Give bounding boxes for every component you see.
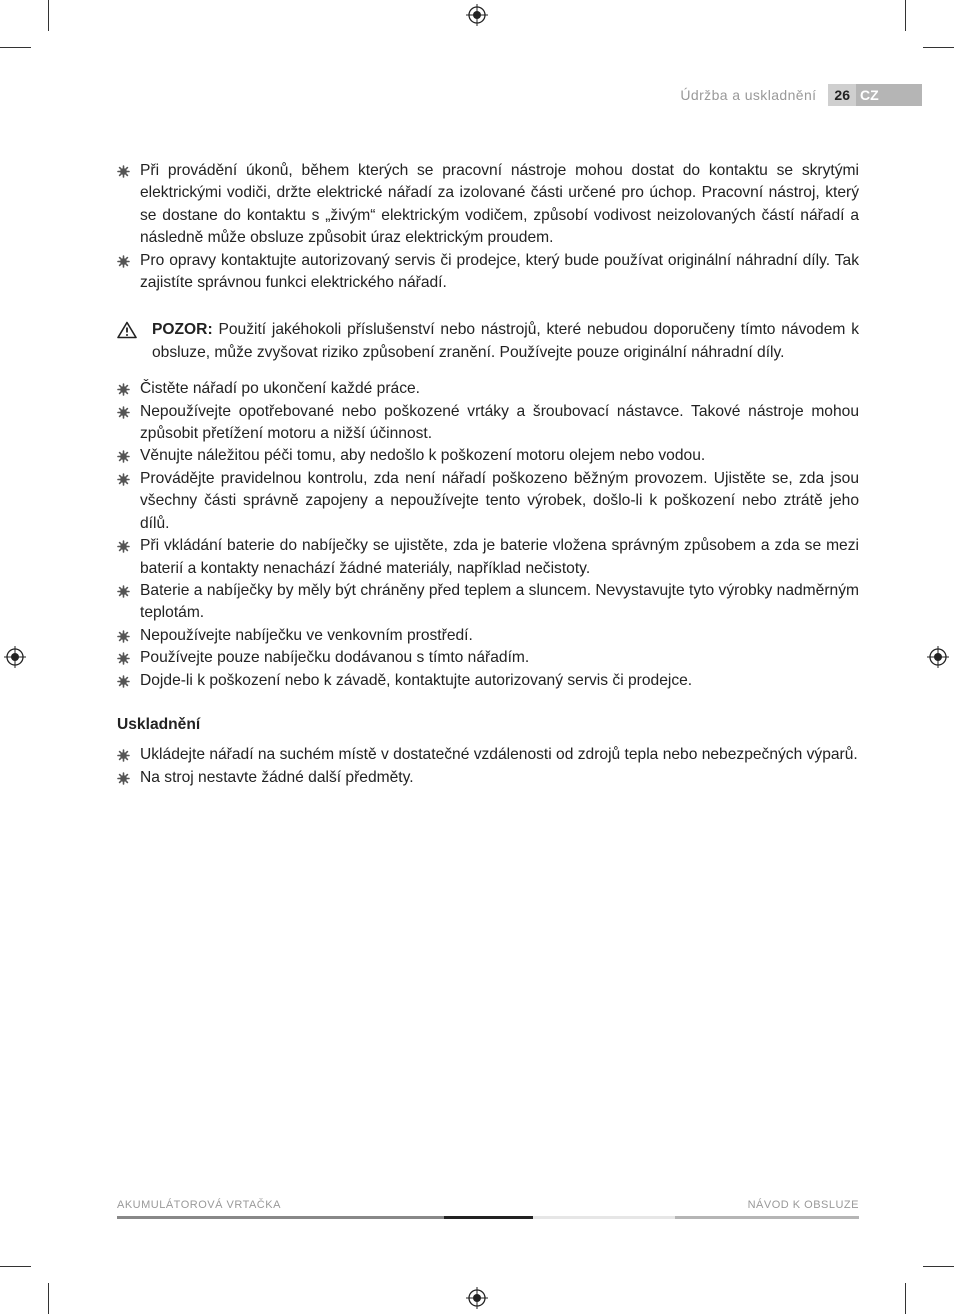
list-item bbox=[117, 625, 859, 647]
crop-mark bbox=[0, 1266, 31, 1267]
list-item bbox=[117, 378, 859, 400]
list-item-text: Provádějte pravidelnou kontrolu, zda není nářadí poškozeno běžným provozem. Ujistěte se, zda jsou všechny části správně zapojeny a nepoužívejte tento výrobek, došlo-li k poškození nebo ztrátě jeho dílů. bbox=[140, 469, 859, 532]
list-item-text: Nepoužívejte nabíječku ve venkovním prostředí. bbox=[140, 626, 473, 644]
bullet-icon bbox=[117, 165, 130, 178]
footer-bar-segment bbox=[117, 1216, 444, 1219]
footer-manual-label: NÁVOD K OBSLUZE bbox=[747, 1199, 859, 1211]
warning-triangle-icon bbox=[117, 321, 137, 339]
language-badge: CZ bbox=[856, 84, 922, 106]
list-item-text: Čistěte nářadí po ukončení každé práce. bbox=[140, 380, 420, 398]
list-item-text: Nepoužívejte opotřebované nebo poškozené vrtáky a šroubovací nástavce. Takové nástroje mohou způsobit přetížení motoru a nižší účinnost. bbox=[140, 402, 859, 443]
list-item-text: Na stroj nestavte žádné další předměty. bbox=[140, 768, 414, 786]
list-item bbox=[117, 580, 859, 625]
bullet-icon bbox=[117, 675, 130, 688]
list-item-text: Věnujte náležitou péči tomu, aby nedošlo k poškození motoru olejem nebo vodou. bbox=[140, 447, 706, 465]
list-item bbox=[117, 670, 859, 692]
list-item-text: Při vkládání baterie do nabíječky se ujistěte, zda je baterie vložena správným způsobem a zda se mezi baterií a kontakty nenachází žádné materiály, například nečistoty. bbox=[140, 537, 859, 577]
list-item-text: Pro opravy kontaktujte autorizovaný servis či prodejce, který bude používat originální náhradní díly. Tak zajistíte správnou funkci elektrického nářadí. bbox=[140, 251, 859, 292]
storage-list bbox=[117, 744, 859, 789]
list-item bbox=[117, 535, 859, 580]
bullet-icon bbox=[117, 540, 130, 553]
crop-mark bbox=[48, 1283, 49, 1314]
footer-bar-segment bbox=[444, 1216, 533, 1219]
bullet-icon bbox=[117, 652, 130, 665]
crop-mark bbox=[48, 0, 49, 31]
list-item-text: Používejte pouze nabíječku dodávanou s tímto nářadím. bbox=[140, 649, 530, 667]
bullet-icon bbox=[117, 450, 130, 463]
crop-mark bbox=[905, 1283, 906, 1314]
crop-mark bbox=[0, 47, 31, 48]
list-item-text: Ukládejte nářadí na suchém místě v dostatečné vzdálenosti od zdrojů tepla nebo nebezpečných výparů. bbox=[140, 746, 858, 764]
bullet-icon bbox=[117, 473, 130, 486]
bullet-icon bbox=[117, 772, 130, 785]
bullet-icon bbox=[117, 255, 130, 268]
list-item-text: Baterie a nabíječky by měly být chráněny před teplem a sluncem. Nevystavujte tyto výrobky nadměrným teplotám. bbox=[140, 581, 859, 622]
registration-mark-icon bbox=[4, 646, 26, 668]
bullet-icon bbox=[117, 585, 130, 598]
list-item bbox=[117, 767, 859, 789]
page-footer bbox=[117, 1199, 859, 1223]
crop-mark bbox=[923, 47, 954, 48]
warning-label: POZOR: bbox=[152, 321, 213, 339]
storage-heading: Uskladnění bbox=[117, 715, 201, 733]
crop-mark bbox=[923, 1266, 954, 1267]
list-item bbox=[117, 744, 859, 766]
maintenance-list-middle bbox=[117, 378, 859, 692]
maintenance-list-top bbox=[117, 160, 859, 294]
list-item bbox=[117, 250, 859, 295]
bullet-icon bbox=[117, 406, 130, 419]
main-content bbox=[117, 160, 859, 789]
section-title: Údržba a uskladnění bbox=[680, 87, 817, 103]
footer-bar-segment bbox=[533, 1216, 675, 1219]
list-item-text: Při provádění úkonů, během kterých se pracovní nástroje mohou dostat do kontaktu se skrytými elektrickými vodiči, držte elektrické nářadí za izolované části určené pro úchop. Pracovní nástroj, který se dostane do kontaktu s „živým“ elektrickým vodičem, způsobí vodivost neizolovaných částí nářadí a následně může obsluze způsobit úraz elektrickým proudem. bbox=[140, 162, 859, 247]
warning-text: Použití jakéhokoli příslušenství nebo nástrojů, které nebudou doporučeny tímto návodem k obsluze, může zvyšovat riziko způsobení zranění. Používejte pouze originální náhradní díly. bbox=[152, 321, 859, 361]
list-item bbox=[117, 468, 859, 535]
list-item bbox=[117, 401, 859, 446]
list-item bbox=[117, 160, 859, 250]
list-item-text: Dojde-li k poškození nebo k závadě, kontaktujte autorizovaný servis či prodejce. bbox=[140, 671, 693, 689]
registration-mark-icon bbox=[466, 4, 488, 26]
footer-product-name: AKUMULÁTOROVÁ VRTAČKA bbox=[117, 1199, 281, 1211]
bullet-icon bbox=[117, 749, 130, 762]
crop-mark bbox=[905, 0, 906, 31]
page-header bbox=[680, 84, 922, 106]
warning-notice bbox=[117, 319, 859, 364]
footer-bar-segment bbox=[675, 1216, 859, 1219]
list-item bbox=[117, 647, 859, 669]
page-number: 26 bbox=[828, 84, 856, 106]
list-item bbox=[117, 445, 859, 467]
registration-mark-icon bbox=[927, 646, 949, 668]
registration-mark-icon bbox=[466, 1287, 488, 1309]
bullet-icon bbox=[117, 383, 130, 396]
bullet-icon bbox=[117, 630, 130, 643]
